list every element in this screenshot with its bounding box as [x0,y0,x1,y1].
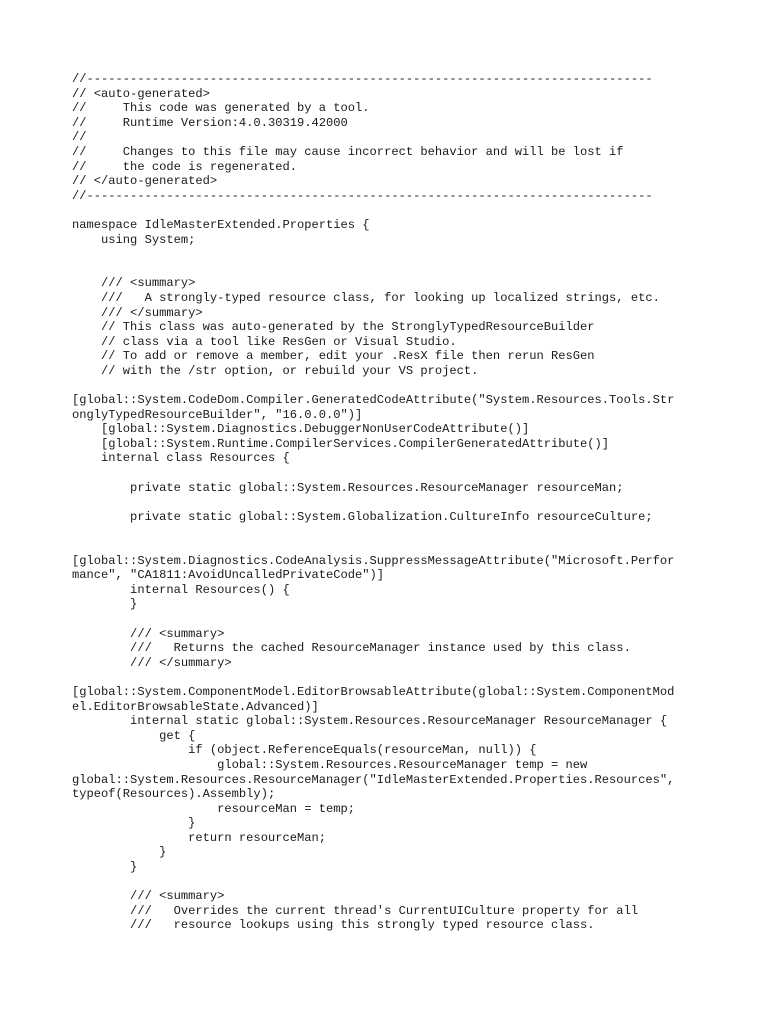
code-line: /// <summary> [72,889,225,904]
code-line [72,524,712,539]
code-line: [global::System.Runtime.CompilerServices.CompilerGeneratedAttribute()] [72,436,610,451]
code-line: /// </summary> [72,305,203,320]
code-line [72,612,712,627]
code-line: // class via a tool like ResGen or Visual Studio. [72,334,457,349]
code-line: internal Resources() { [72,582,290,597]
code-line: // </auto-generated> [72,174,218,189]
code-line: [global::System.Diagnostics.CodeAnalysis.SuppressMessageAttribute("Microsoft.Perfor [72,553,675,568]
code-line: // This code was generated by a tool. [72,101,370,116]
code-line: /// Overrides the current thread's CurrentUICulture property for all [72,903,639,918]
code-line: // To add or remove a member, edit your .ResX file then rerun ResGen [72,349,595,364]
code-line [72,495,712,510]
code-line: using System; [72,232,196,247]
code-line: private static global::System.Resources.ResourceManager resourceMan; [72,480,624,495]
code-line: } [72,845,167,860]
code-line: /// <summary> [72,626,225,641]
code-line: /// <summary> [72,276,196,291]
code-line: [global::System.CodeDom.Compiler.GeneratedCodeAttribute("System.Resources.Tools.Str [72,393,675,408]
code-line: internal static global::System.Resources.ResourceManager ResourceManager { [72,714,668,729]
code-line [72,466,712,481]
code-line: typeof(Resources).Assembly); [72,787,276,802]
code-line: // the code is regenerated. [72,159,297,174]
code-line: get { [72,728,196,743]
code-line: global::System.Resources.ResourceManager("IdleMasterExtended.Properties.Resources", [72,772,675,787]
source-code-listing [72,72,712,933]
code-line: // Changes to this file may cause incorrect behavior and will be lost if [72,144,624,159]
code-line: internal class Resources { [72,451,290,466]
code-line: namespace IdleMasterExtended.Properties { [72,217,370,232]
code-line: /// A strongly-typed resource class, for looking up localized strings, etc. [72,290,660,305]
code-line: // This class was auto-generated by the StronglyTypedResourceBuilder [72,320,595,335]
code-line: el.EditorBrowsableState.Advanced)] [72,699,319,714]
code-line: resourceMan = temp; [72,801,356,816]
code-line: } [72,816,196,831]
code-line: [global::System.Diagnostics.DebuggerNonUserCodeAttribute()] [72,422,530,437]
code-line: } [72,597,138,612]
code-line: /// </summary> [72,655,232,670]
code-line: private static global::System.Globalization.CultureInfo resourceCulture; [72,509,653,524]
code-line [72,203,712,218]
code-line: //------------------------------------------------------------------------------ [72,72,653,86]
code-line [72,539,712,554]
code-line: // [72,130,87,145]
code-line: return resourceMan; [72,830,327,845]
code-line: /// resource lookups using this strongly typed resource class. [72,918,595,933]
code-line: //------------------------------------------------------------------------------ [72,188,653,203]
code-line: onglyTypedResourceBuilder", "16.0.0.0")] [72,407,363,422]
code-line: global::System.Resources.ResourceManager temp = new [72,757,588,772]
code-line: // <auto-generated> [72,86,210,101]
code-line: [global::System.ComponentModel.EditorBrowsableAttribute(global::System.ComponentMod [72,684,675,699]
code-line: } [72,860,138,875]
code-line: if (object.ReferenceEquals(resourceMan, null)) { [72,743,537,758]
code-line [72,262,712,277]
code-line: /// Returns the cached ResourceManager instance used by this class. [72,641,631,656]
code-line: // Runtime Version:4.0.30319.42000 [72,115,348,130]
code-line: mance", "CA1811:AvoidUncalledPrivateCode")] [72,568,385,583]
code-line: // with the /str option, or rebuild your VS project. [72,363,479,378]
code-line [72,875,712,890]
code-line [72,670,712,685]
code-line [72,378,712,393]
code-line [72,247,712,262]
